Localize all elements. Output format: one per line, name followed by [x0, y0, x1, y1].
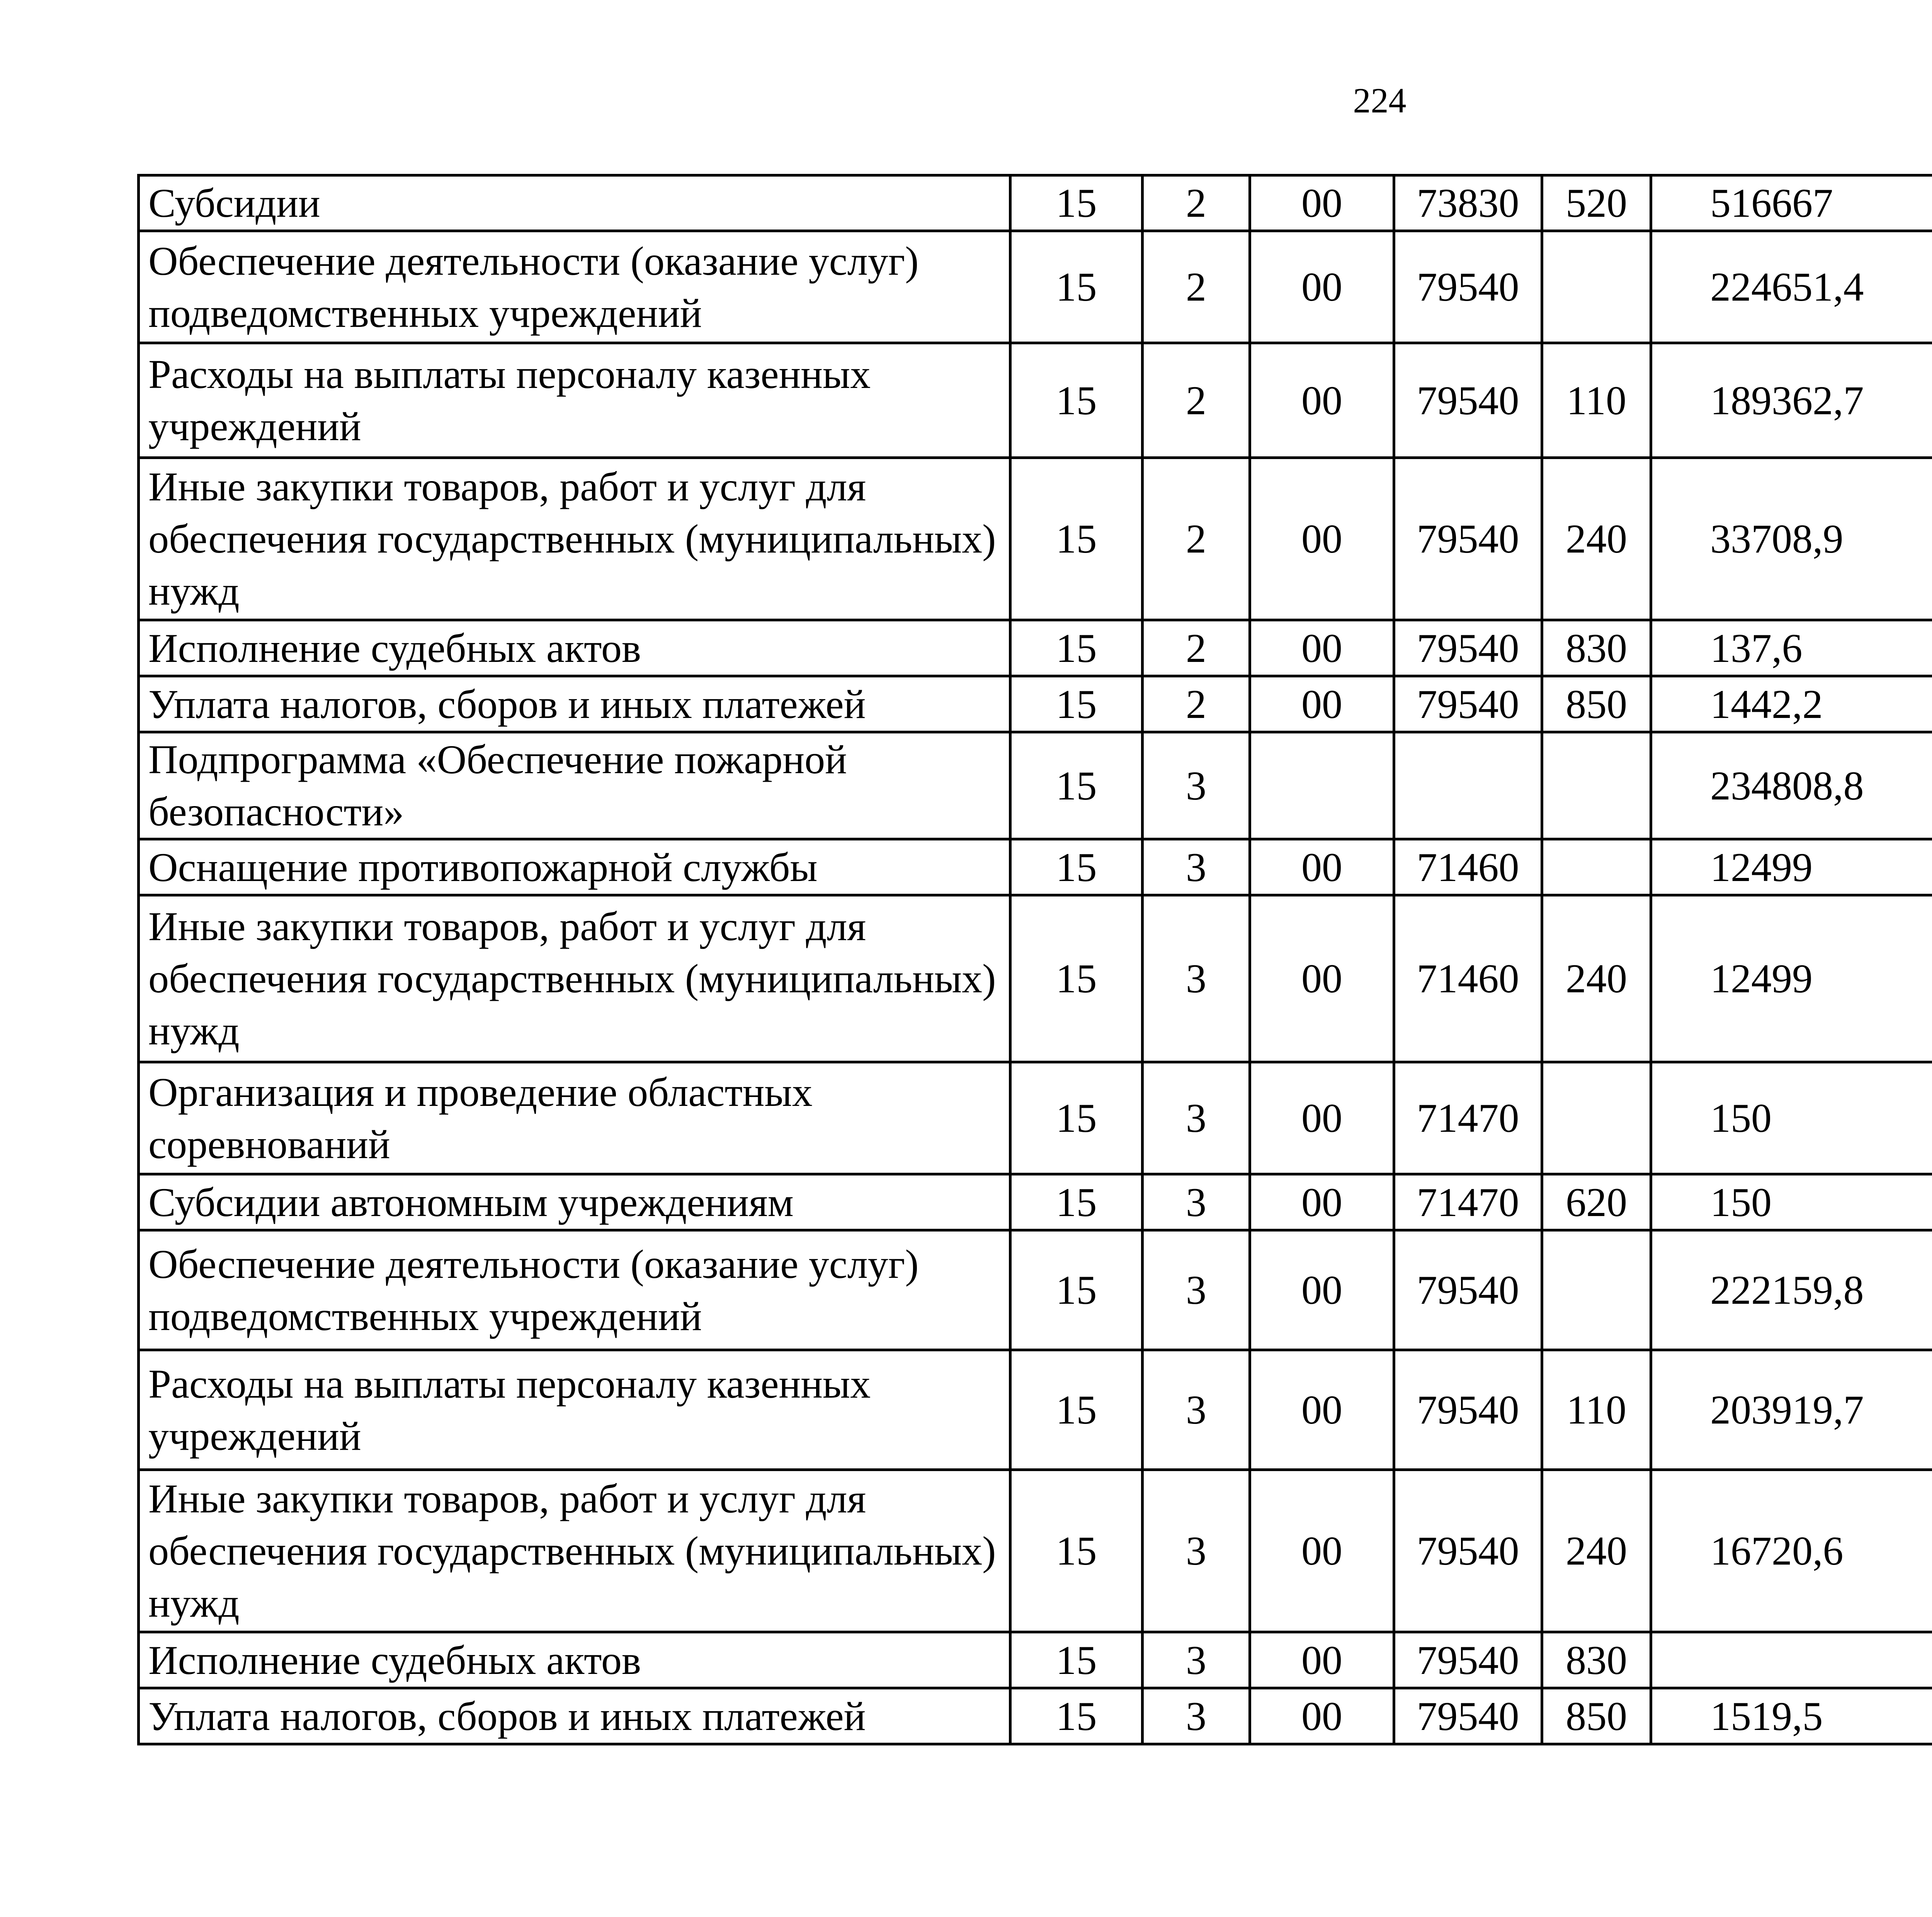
expense-type-cell — [1542, 839, 1651, 895]
name-cell: Оснащение противопожарной службы — [139, 839, 1010, 895]
program-cell: 00 — [1250, 175, 1394, 231]
table-row — [139, 895, 1932, 1062]
program-cell: 00 — [1250, 1230, 1394, 1350]
subsection-cell: 3 — [1143, 1062, 1250, 1174]
section-cell: 15 — [1010, 1470, 1143, 1632]
program-cell: 00 — [1250, 1062, 1394, 1174]
amount-year1-cell: 33708,9 — [1651, 458, 1932, 620]
name-cell: Уплата налогов, сборов и иных платежей — [139, 676, 1010, 732]
amount-year1-cell: 12499 — [1651, 895, 1932, 1062]
subsection-cell: 3 — [1143, 1174, 1250, 1230]
subsection-cell: 3 — [1143, 1470, 1250, 1632]
name-cell: Субсидии автономным учреждениям — [139, 1174, 1010, 1230]
section-cell: 15 — [1010, 343, 1143, 458]
section-cell: 15 — [1010, 1174, 1143, 1230]
expense-type-cell: 520 — [1542, 175, 1651, 231]
section-cell: 15 — [1010, 1062, 1143, 1174]
table-row — [139, 1632, 1932, 1688]
expense-type-cell: 240 — [1542, 1470, 1651, 1632]
name-cell: Организация и проведение областных соревнований — [139, 1062, 1010, 1174]
table-row — [139, 732, 1932, 839]
section-cell: 15 — [1010, 175, 1143, 231]
expense-type-cell: 850 — [1542, 1688, 1651, 1744]
expense-item-cell: 79540 — [1394, 1470, 1542, 1632]
expense-type-cell — [1542, 732, 1651, 839]
name-cell: Обеспечение деятельности (оказание услуг) подведомственных учреждений — [139, 231, 1010, 343]
name-cell: Иные закупки товаров, работ и услуг для обеспечения государственных (муниципальных) нужд — [139, 1470, 1010, 1632]
amount-year1-cell: 150 — [1651, 1062, 1932, 1174]
section-cell: 15 — [1010, 1688, 1143, 1744]
expense-item-cell: 71470 — [1394, 1062, 1542, 1174]
expense-type-cell — [1542, 1062, 1651, 1174]
expense-item-cell: 79540 — [1394, 676, 1542, 732]
expense-type-cell: 850 — [1542, 676, 1651, 732]
table-row — [139, 1350, 1932, 1470]
amount-year1-cell: 12499 — [1651, 839, 1932, 895]
amount-year1-cell: 16720,6 — [1651, 1470, 1932, 1632]
program-cell: 00 — [1250, 1470, 1394, 1632]
program-cell: 00 — [1250, 231, 1394, 343]
program-cell: 00 — [1250, 895, 1394, 1062]
name-cell: Исполнение судебных актов — [139, 620, 1010, 676]
section-cell: 15 — [1010, 839, 1143, 895]
expense-item-cell: 79540 — [1394, 231, 1542, 343]
subsection-cell: 3 — [1143, 732, 1250, 839]
program-cell: 00 — [1250, 343, 1394, 458]
budget-table — [137, 174, 1932, 1745]
table-row — [139, 1688, 1932, 1744]
name-cell: Иные закупки товаров, работ и услуг для обеспечения государственных (муниципальных) нужд — [139, 458, 1010, 620]
program-cell — [1250, 732, 1394, 839]
table-row — [139, 839, 1932, 895]
subsection-cell: 2 — [1143, 175, 1250, 231]
expense-type-cell: 240 — [1542, 895, 1651, 1062]
name-cell: Уплата налогов, сборов и иных платежей — [139, 1688, 1010, 1744]
amount-year1-cell: 234808,8 — [1651, 732, 1932, 839]
table-row — [139, 1174, 1932, 1230]
amount-year1-cell: 224651,4 — [1651, 231, 1932, 343]
table-row — [139, 1062, 1932, 1174]
name-cell: Расходы на выплаты персоналу казенных учреждений — [139, 1350, 1010, 1470]
subsection-cell: 3 — [1143, 895, 1250, 1062]
subsection-cell: 3 — [1143, 1230, 1250, 1350]
section-cell: 15 — [1010, 1230, 1143, 1350]
table-row — [139, 343, 1932, 458]
table-row — [139, 620, 1932, 676]
amount-year1-cell — [1651, 1632, 1932, 1688]
table-row — [139, 458, 1932, 620]
subsection-cell: 2 — [1143, 343, 1250, 458]
expense-item-cell: 79540 — [1394, 1688, 1542, 1744]
program-cell: 00 — [1250, 1688, 1394, 1744]
subsection-cell: 3 — [1143, 839, 1250, 895]
amount-year1-cell: 1442,2 — [1651, 676, 1932, 732]
program-cell: 00 — [1250, 1174, 1394, 1230]
section-cell: 15 — [1010, 1350, 1143, 1470]
expense-type-cell — [1542, 231, 1651, 343]
name-cell: Подпрограмма «Обеспечение пожарной безопасности» — [139, 732, 1010, 839]
name-cell: Иные закупки товаров, работ и услуг для обеспечения государственных (муниципальных) нужд — [139, 895, 1010, 1062]
section-cell: 15 — [1010, 676, 1143, 732]
amount-year1-cell: 1519,5 — [1651, 1688, 1932, 1744]
amount-year1-cell: 516667 — [1651, 175, 1932, 231]
subsection-cell: 3 — [1143, 1632, 1250, 1688]
amount-year1-cell: 203919,7 — [1651, 1350, 1932, 1470]
section-cell: 15 — [1010, 458, 1143, 620]
expense-type-cell: 110 — [1542, 1350, 1651, 1470]
name-cell: Обеспечение деятельности (оказание услуг) подведомственных учреждений — [139, 1230, 1010, 1350]
expense-item-cell: 79540 — [1394, 620, 1542, 676]
section-cell: 15 — [1010, 231, 1143, 343]
program-cell: 00 — [1250, 458, 1394, 620]
subsection-cell: 2 — [1143, 620, 1250, 676]
section-cell: 15 — [1010, 732, 1143, 839]
program-cell: 00 — [1250, 1632, 1394, 1688]
expense-type-cell — [1542, 1230, 1651, 1350]
expense-item-cell — [1394, 732, 1542, 839]
subsection-cell: 3 — [1143, 1350, 1250, 1470]
table-row — [139, 676, 1932, 732]
name-cell: Расходы на выплаты персоналу казенных учреждений — [139, 343, 1010, 458]
expense-item-cell: 71460 — [1394, 839, 1542, 895]
section-cell: 15 — [1010, 895, 1143, 1062]
expense-item-cell: 79540 — [1394, 1230, 1542, 1350]
section-cell: 15 — [1010, 620, 1143, 676]
section-cell: 15 — [1010, 1632, 1143, 1688]
subsection-cell: 2 — [1143, 458, 1250, 620]
expense-type-cell: 110 — [1542, 343, 1651, 458]
amount-year1-cell: 222159,8 — [1651, 1230, 1932, 1350]
expense-item-cell: 79540 — [1394, 343, 1542, 458]
subsection-cell: 3 — [1143, 1688, 1250, 1744]
expense-type-cell: 830 — [1542, 620, 1651, 676]
name-cell: Исполнение судебных актов — [139, 1632, 1010, 1688]
expense-type-cell: 830 — [1542, 1632, 1651, 1688]
expense-item-cell: 71470 — [1394, 1174, 1542, 1230]
program-cell: 00 — [1250, 676, 1394, 732]
page-number: 224 — [1353, 81, 1406, 120]
expense-item-cell: 79540 — [1394, 1350, 1542, 1470]
table-row — [139, 1470, 1932, 1632]
program-cell: 00 — [1250, 620, 1394, 676]
expense-item-cell: 73830 — [1394, 175, 1542, 231]
expense-type-cell: 240 — [1542, 458, 1651, 620]
amount-year1-cell: 137,6 — [1651, 620, 1932, 676]
table-row — [139, 231, 1932, 343]
amount-year1-cell: 150 — [1651, 1174, 1932, 1230]
expense-item-cell: 79540 — [1394, 1632, 1542, 1688]
amount-year1-cell: 189362,7 — [1651, 343, 1932, 458]
expense-item-cell: 79540 — [1394, 458, 1542, 620]
subsection-cell: 2 — [1143, 231, 1250, 343]
expense-item-cell: 71460 — [1394, 895, 1542, 1062]
name-cell: Субсидии — [139, 175, 1010, 231]
expense-type-cell: 620 — [1542, 1174, 1651, 1230]
program-cell: 00 — [1250, 839, 1394, 895]
table-row — [139, 1230, 1932, 1350]
table-row — [139, 175, 1932, 231]
program-cell: 00 — [1250, 1350, 1394, 1470]
subsection-cell: 2 — [1143, 676, 1250, 732]
